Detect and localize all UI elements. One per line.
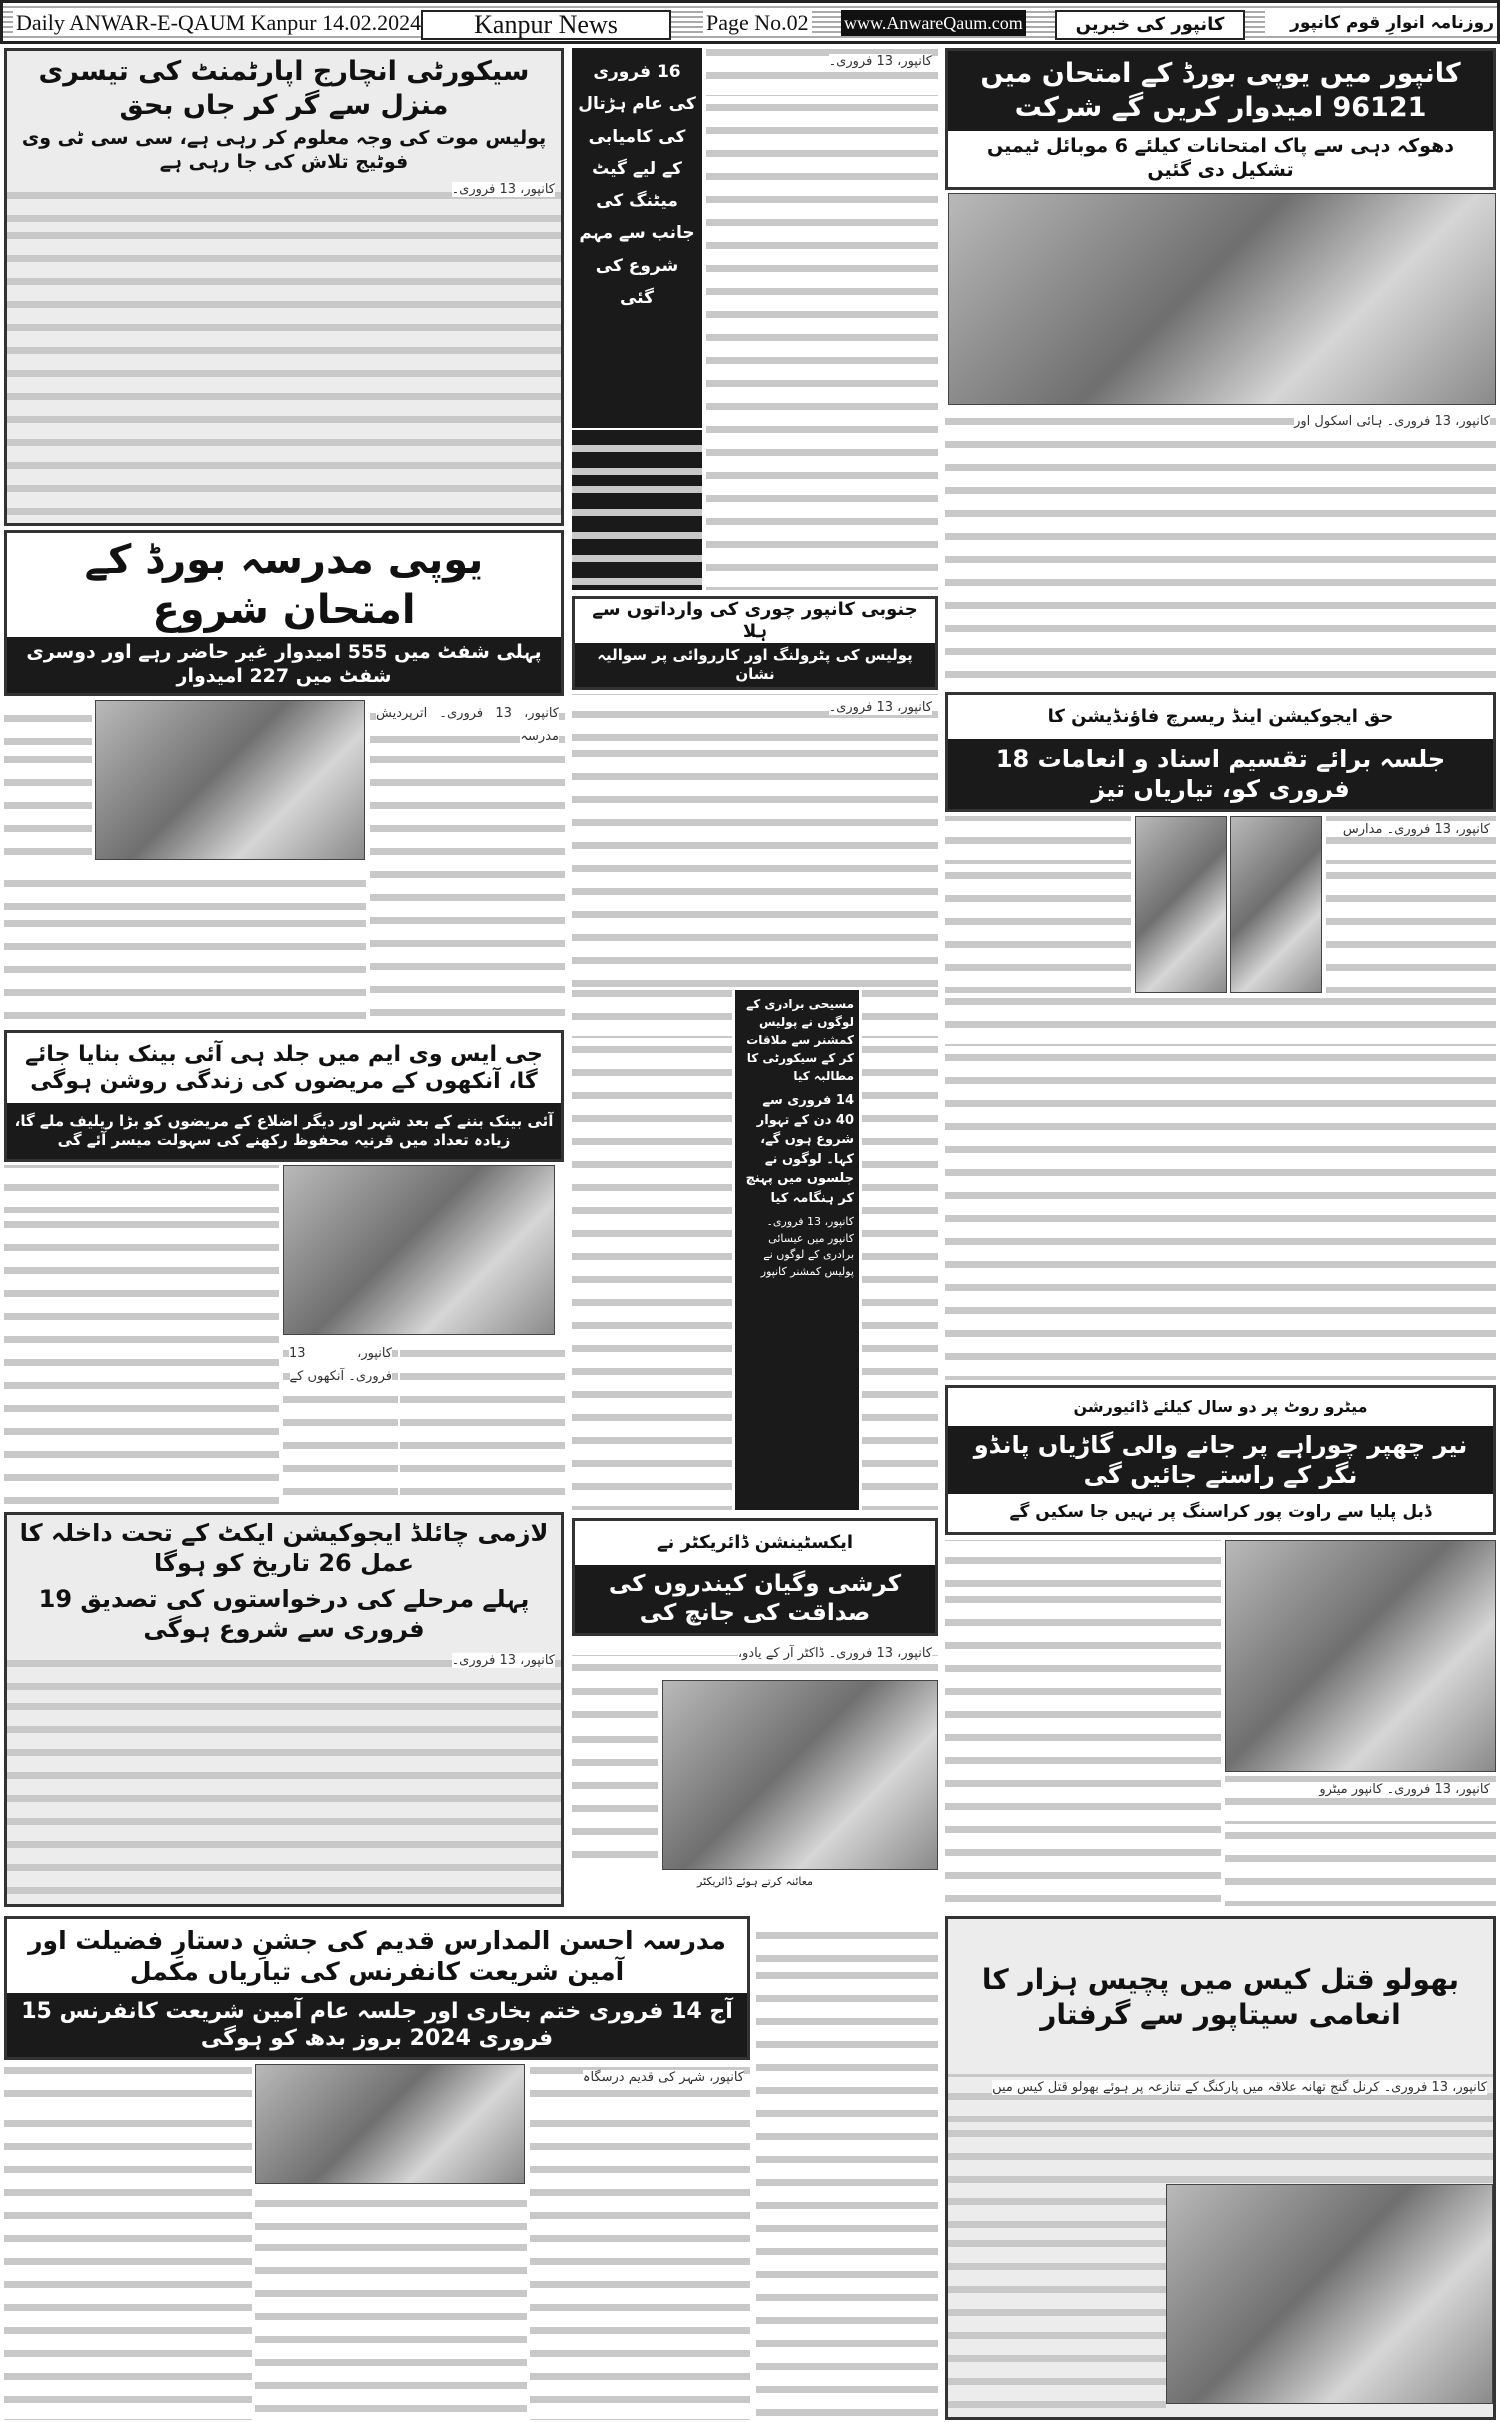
article-lead: کانپور، 13 فروری۔ — [828, 54, 932, 69]
article-lead: کانپور، 13 فروری۔ اترپردیش مدرسہ — [376, 706, 559, 744]
headline: سیکورٹی انچارج اپارٹمنٹ کی تیسری منزل سے گر کر جاں بحق — [7, 51, 561, 126]
article-lead: کانپور، 13 فروری۔ مدارس — [1342, 822, 1490, 837]
portrait-photo-2 — [1230, 816, 1322, 993]
subheadline: پہلی شفٹ میں 555 امیدوار غیر حاضر رہے اور دوسری شفٹ میں 227 امیدوار — [7, 637, 561, 693]
article-lead: کانپور، 13 فروری۔ — [451, 1653, 555, 1668]
article-security — [4, 48, 564, 526]
page-number: Page No.02 — [703, 10, 812, 36]
article-upboard-header — [945, 48, 1496, 190]
article-bholu — [945, 1916, 1496, 2420]
headline: میٹرو روٹ پر دو سال کیلئے ڈائیورشن — [948, 1388, 1493, 1426]
hospital-photo — [283, 1165, 555, 1335]
article-lead: کانپور، شہر کی قدیم درسگاہ — [582, 2070, 744, 2085]
article-lead: کانپور، 13 فروری۔ ڈاکٹر آر کے یادو، — [737, 1646, 932, 1661]
article-haq-header — [945, 692, 1496, 812]
subheadline: آج 14 فروری ختم بخاری اور جلسہ عام آمین شریعت کانفرنس 15 فروری 2024 بروز بدھ کو ہوگی — [7, 1993, 747, 2057]
headline: جی ایس وی ایم میں جلد ہی آئی بینک بنایا جائے گا، آنکھوں کے مریضوں کی زندگی روشن ہوگی — [7, 1033, 561, 1103]
subheadline: جلسہ برائے تقسیم اسناد و انعامات 18 فروری کو، تیاریاں تیز — [948, 739, 1493, 809]
inspection-photo — [662, 1680, 938, 1870]
article-lead: کانپور، 13 فروری۔ — [828, 700, 932, 715]
headline: ایکسٹینشن ڈائریکٹر نے — [575, 1521, 935, 1565]
headline: مسیحی برادری کے لوگوں نے پولیس کمشنر سے ملاقات کر کے سیکورٹی کا مطالبہ کیا — [746, 997, 854, 1083]
masthead-logo: روزنامہ انوارِ قوم کانپور — [1265, 10, 1497, 36]
article-jsvm-header — [4, 1030, 564, 1162]
headline: حق ایجوکیشن اینڈ ریسرچ فاؤنڈیشن کا — [948, 695, 1493, 739]
photo-caption: معائنہ کرتے ہوئے ڈائریکٹر — [697, 1875, 813, 1888]
headline: لازمی چائلڈ ایجوکیشن ایکٹ کے تحت داخلہ کا عمل 26 تاریخ کو ہوگا — [7, 1515, 561, 1581]
article-lead: کانپور، 13 فروری۔ کانپور میٹرو — [1319, 1782, 1490, 1797]
traffic-photo — [1225, 1540, 1496, 1772]
article-extension-header — [572, 1518, 938, 1636]
subheadline: کرشی وگیان کیندروں کی صداقت کی جانچ کی — [575, 1565, 935, 1633]
urdu-section-title: کانپور کی خبریں — [1055, 10, 1245, 40]
arrest-photo — [1166, 2184, 1493, 2404]
article-lead: کانپور، 13 فروری۔ آنکھوں کے — [289, 1346, 392, 1384]
subheadline: پولیس کی پٹرولنگ اور کارروائی پر سوالیہ نشان — [575, 643, 935, 687]
article-madrasa-board-header — [4, 530, 564, 696]
article-rte — [4, 1512, 564, 1907]
meeting-photo — [948, 193, 1496, 405]
subheadline: نیر چھپر چوراہے پر جانے والی گاڑیاں پانڈو نگر کے راستے جائیں گی — [948, 1426, 1493, 1494]
article-lead: کانپور، 13 فروری۔ — [451, 182, 555, 197]
article-ahsan-header — [4, 1916, 750, 2060]
headline: کانپور میں یوپی بورڈ کے امتحان میں 96121 امیدوار کریں گے شرکت — [948, 51, 1493, 131]
subheadline: 14 فروری سے 40 دن کے تہوار شروع ہوں گے، کہا۔ لوگوں نے جلسوں میں پہنچ کر ہنگامہ کیا — [745, 1093, 854, 1206]
article-theft-header — [572, 596, 938, 690]
strike-headline-box: 16 فروری کی عام ہڑتال کی کامیابی کے لیے گیٹ میٹنگ کی جانب سے مہم شروع کی گئی — [572, 48, 702, 428]
portrait-photo-1 — [1135, 816, 1227, 993]
article-lead: کانپور، 13 فروری۔ کانپور میں عیسائی برادری کے لوگوں نے پولیس کمشنر کانپور — [760, 1215, 854, 1278]
headline: جنوبی کانپور چوری کی وارداتوں سے ہلا — [575, 599, 935, 643]
subheadline-2: ڈبل پلیا سے راوت پور کراسنگ پر نہیں جا سکیں گے — [948, 1494, 1493, 1532]
scholars-photo — [255, 2064, 525, 2184]
subheadline: آئی بینک بننے کے بعد شہر اور دیگر اضلاع کے مریضوں کو بڑا ریلیف ملے گا، زیادہ تعداد میں قرنیہ محفوظ رکھنے کی سہولت میسر آئے گی — [7, 1103, 561, 1159]
subheadline: پہلے مرحلے کی درخواستوں کی تصدیق 19 فروری سے شروع ہوگی — [7, 1581, 561, 1647]
students-photo — [95, 700, 365, 860]
article-lead: کانپور، 13 فروری۔ ہائی اسکول اور — [1294, 414, 1490, 429]
headline: مدرسہ احسن المدارس قدیم کی جشنِ دستارِ فضیلت اور آمین شریعت کانفرنس کی تیاریاں مکمل — [7, 1919, 747, 1993]
website-link[interactable]: www.AnwareQaum.com — [841, 10, 1026, 36]
christian-article-box — [735, 990, 859, 1510]
masthead-bar — [0, 0, 1500, 44]
headline: یوپی مدرسہ بورڈ کے امتحان شروع — [7, 533, 561, 637]
subheadline: دھوکہ دہی سے پاک امتحانات کیلئے 6 موبائل ٹیمیں تشکیل دی گئیں — [948, 131, 1493, 187]
headline: بھولو قتل کیس میں پچیس ہزار کا انعامی سیتاپور سے گرفتار — [948, 1919, 1493, 2074]
subheadline: پولیس موت کی وجہ معلوم کر رہی ہے، سی سی ٹی وی فوٹیج تلاش کی جا رہی ہے — [7, 126, 561, 176]
article-lead: کانپور، 13 فروری۔ کرنل گنج تھانہ علاقہ میں پارکنگ کے تنازعہ پر ہوئے بھولو قتل کیس میں — [992, 2080, 1487, 2095]
section-title: Kanpur News — [421, 10, 671, 40]
edition-info: Daily ANWAR-E-QAUM Kanpur 14.02.2024 — [13, 10, 424, 36]
article-metro-header — [945, 1385, 1496, 1535]
